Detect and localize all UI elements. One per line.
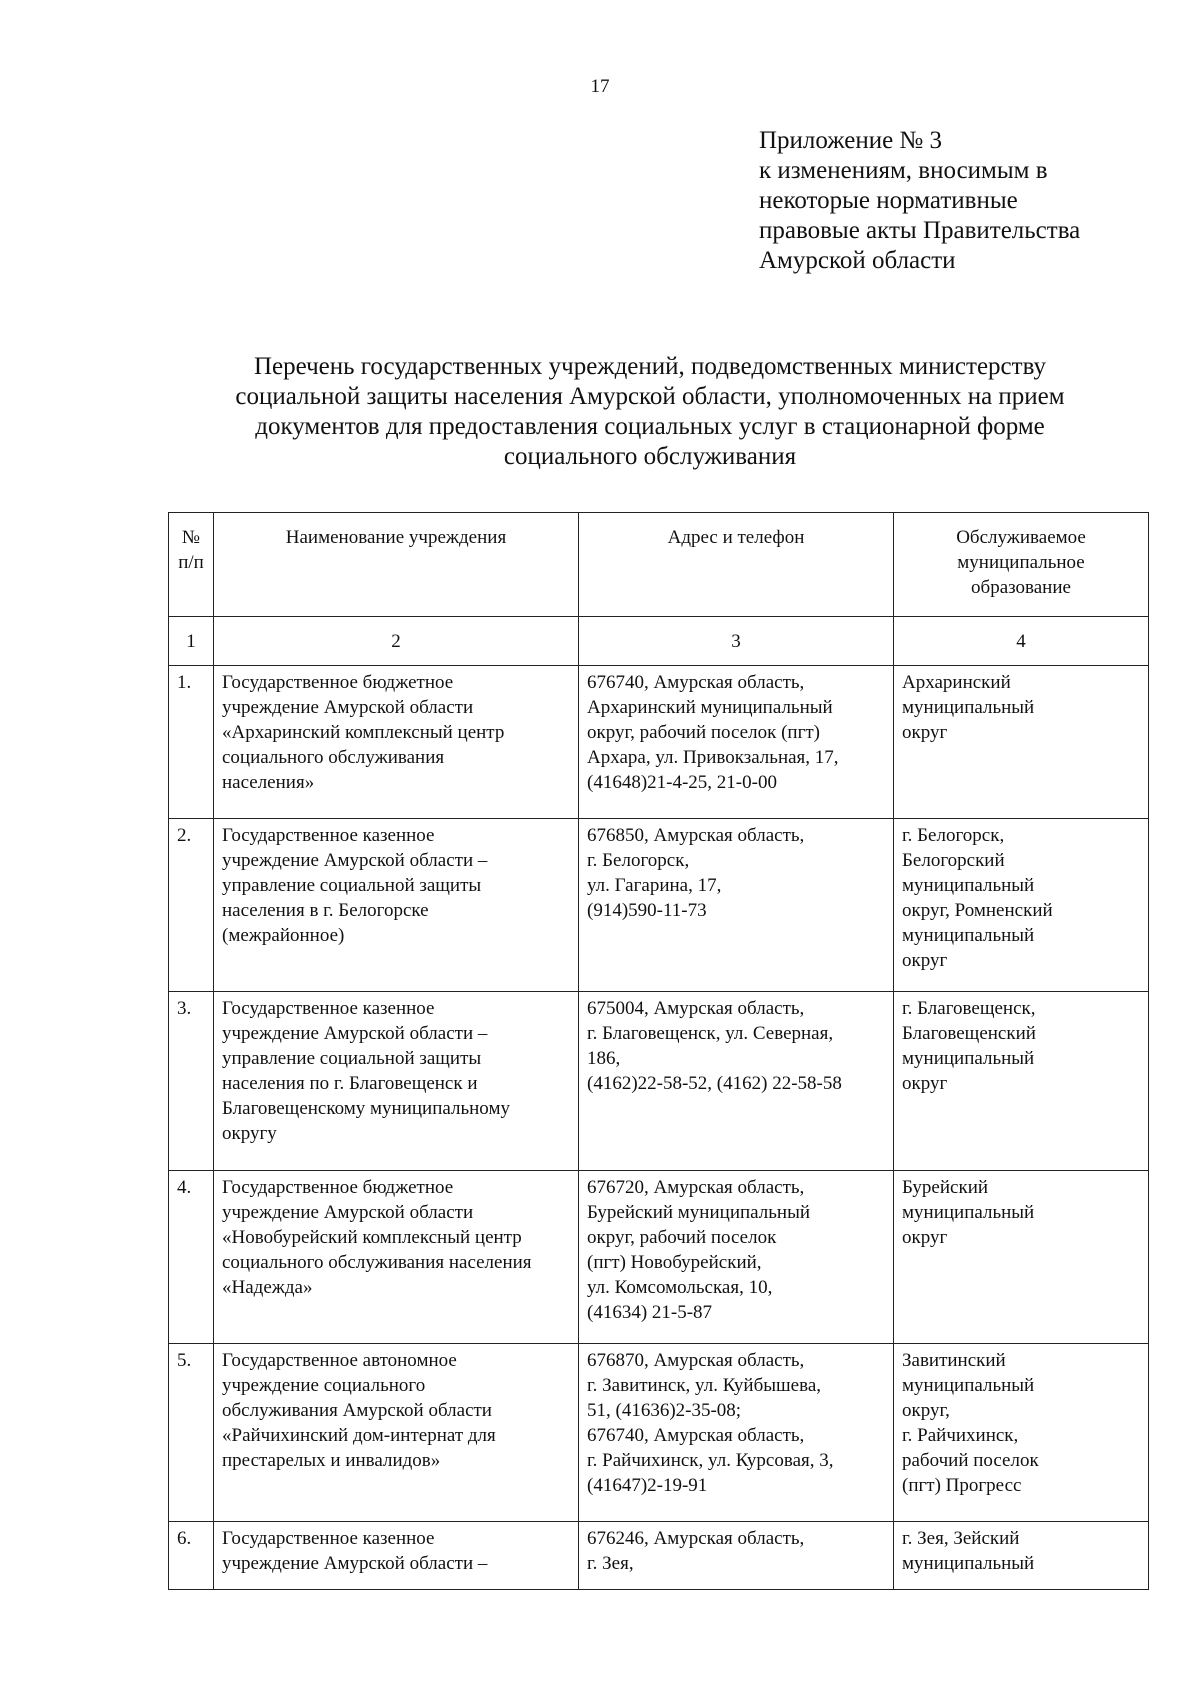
- cell-line: г. Зея,: [587, 1553, 634, 1574]
- cell-line: округу: [222, 1123, 277, 1144]
- document-title: [150, 352, 1150, 472]
- institution-name: [214, 1522, 579, 1590]
- cell-line: 186,: [587, 1048, 621, 1069]
- cell-line: муниципальный: [902, 1375, 1035, 1396]
- institution-address: [579, 666, 894, 819]
- column-number: 1: [169, 617, 214, 666]
- cell-line: Государственное бюджетное: [222, 1177, 454, 1198]
- cell-line: Государственное казенное: [222, 998, 435, 1019]
- cell-line: округ: [902, 1073, 948, 1094]
- cell-line: г. Зея, Зейский: [902, 1528, 1020, 1549]
- page-number: 17: [590, 76, 610, 97]
- cell-line: учреждение Амурской области: [222, 697, 474, 718]
- cell-line: г. Райчихинск, ул. Курсовая, 3,: [587, 1450, 834, 1471]
- cell-line: округ: [902, 950, 948, 971]
- cell-line: г. Благовещенск, ул. Северная,: [587, 1023, 834, 1044]
- cell-line: 676850, Амурская область,: [587, 825, 805, 846]
- cell-line: престарелых и инвалидов»: [222, 1450, 441, 1471]
- appendix-line: Приложение № 3: [759, 127, 943, 154]
- header-area-line: Обслуживаемое: [956, 527, 1086, 548]
- cell-line: Благовещенский: [902, 1023, 1036, 1044]
- cell-line: учреждение Амурской области –: [222, 850, 488, 871]
- cell-line: социального обслуживания: [222, 747, 445, 768]
- served-area: [894, 1171, 1149, 1344]
- header-num-line: №: [181, 527, 201, 548]
- served-area: [894, 819, 1149, 992]
- cell-line: социального обслуживания населения: [222, 1252, 532, 1273]
- cell-line: г. Благовещенск,: [902, 998, 1036, 1019]
- cell-line: Архаринский муниципальный: [587, 697, 833, 718]
- cell-line: учреждение социального: [222, 1375, 426, 1396]
- institution-name: [214, 819, 579, 992]
- cell-line: 676870, Амурская область,: [587, 1350, 805, 1371]
- header-address: [579, 513, 894, 617]
- served-area: [894, 992, 1149, 1171]
- cell-line: «Надежда»: [222, 1277, 313, 1298]
- table-row: [169, 992, 1149, 1171]
- table-row: [169, 819, 1149, 992]
- institution-address: [579, 1171, 894, 1344]
- cell-line: муниципальный: [902, 1202, 1035, 1223]
- cell-line: г. Завитинск, ул. Куйбышева,: [587, 1375, 822, 1396]
- cell-line: округ, рабочий поселок: [587, 1227, 777, 1248]
- cell-line: муниципальный: [902, 1048, 1035, 1069]
- header-area-line: образование: [971, 577, 1071, 598]
- cell-line: округ: [902, 722, 948, 743]
- cell-line: населения в г. Белогорске: [222, 900, 429, 921]
- table-row: [169, 1171, 1149, 1344]
- institution-name: [214, 992, 579, 1171]
- column-number: 2: [214, 617, 579, 666]
- cell-line: ул. Гагарина, 17,: [587, 875, 722, 896]
- served-area: [894, 1344, 1149, 1522]
- cell-line: (41647)2-19-91: [587, 1475, 708, 1496]
- header-address-line: Адрес и телефон: [667, 527, 805, 548]
- institution-address: [579, 1344, 894, 1522]
- header-num-line: п/п: [178, 552, 204, 573]
- cell-line: (41648)21-4-25, 21-0-00: [587, 772, 777, 793]
- appendix-line: некоторые нормативные: [759, 187, 1018, 214]
- table-row: [169, 1344, 1149, 1522]
- cell-line: «Новобурейский комплексный центр: [222, 1227, 522, 1248]
- title-line: социальной защиты населения Амурской области, уполномоченных на прием: [235, 383, 1065, 410]
- cell-line: Государственное казенное: [222, 825, 435, 846]
- cell-line: Государственное автономное: [222, 1350, 457, 1371]
- cell-line: (4162)22-58-52, (4162) 22-58-58: [587, 1073, 842, 1094]
- appendix-line: к изменениям, вносимым в: [759, 157, 1048, 184]
- cell-line: муниципальный: [902, 697, 1035, 718]
- cell-line: «Райчихинский дом-интернат для: [222, 1425, 496, 1446]
- cell-line: Архара, ул. Привокзальная, 17,: [587, 747, 839, 768]
- column-number: 3: [579, 617, 894, 666]
- title-line: социального обслуживания: [503, 443, 797, 470]
- cell-line: учреждение Амурской области –: [222, 1023, 488, 1044]
- cell-line: Благовещенскому муниципальному: [222, 1098, 510, 1119]
- cell-line: округ: [902, 1227, 948, 1248]
- cell-line: Завитинский: [902, 1350, 1006, 1371]
- cell-line: населения»: [222, 772, 315, 793]
- cell-line: г. Райчихинск,: [902, 1425, 1019, 1446]
- cell-line: (пгт) Новобурейский,: [587, 1252, 762, 1273]
- row-number: 2.: [169, 819, 214, 992]
- header-name-line: Наименование учреждения: [285, 527, 507, 548]
- row-number: 6.: [169, 1522, 214, 1590]
- cell-line: 51, (41636)2-35-08;: [587, 1400, 742, 1421]
- cell-line: Государственное казенное: [222, 1528, 435, 1549]
- cell-line: управление социальной защиты: [222, 875, 482, 896]
- cell-line: управление социальной защиты: [222, 1048, 482, 1069]
- cell-line: учреждение Амурской области –: [222, 1553, 488, 1574]
- cell-line: 676246, Амурская область,: [587, 1528, 805, 1549]
- cell-line: 675004, Амурская область,: [587, 998, 805, 1019]
- column-number-row: [169, 617, 1149, 666]
- appendix-note: [759, 126, 1179, 276]
- cell-line: 676720, Амурская область,: [587, 1177, 805, 1198]
- cell-line: (41634) 21-5-87: [587, 1302, 713, 1323]
- cell-line: г. Белогорск,: [902, 825, 1005, 846]
- institution-address: [579, 1522, 894, 1590]
- cell-line: 676740, Амурская область,: [587, 1425, 805, 1446]
- row-number: 4.: [169, 1171, 214, 1344]
- header-area-line: муниципальное: [957, 552, 1085, 573]
- institution-name: [214, 1344, 579, 1522]
- cell-line: рабочий поселок: [902, 1450, 1039, 1471]
- header-name: [214, 513, 579, 617]
- cell-line: округ, Ромненский: [902, 900, 1053, 921]
- title-line: Перечень государственных учреждений, подведомственных министерству: [253, 353, 1047, 380]
- cell-line: (межрайонное): [222, 925, 345, 946]
- cell-line: Бурейский: [902, 1177, 989, 1198]
- cell-line: (914)590-11-73: [587, 900, 707, 921]
- institution-name: [214, 1171, 579, 1344]
- table-row: [169, 1522, 1149, 1590]
- cell-line: округ, рабочий поселок (пгт): [587, 722, 821, 743]
- cell-line: Архаринский: [902, 672, 1011, 693]
- institution-name: [214, 666, 579, 819]
- cell-line: «Архаринский комплексный центр: [222, 722, 505, 743]
- table-row: [169, 666, 1149, 819]
- cell-line: Государственное бюджетное: [222, 672, 454, 693]
- institution-address: [579, 992, 894, 1171]
- cell-line: (пгт) Прогресс: [902, 1475, 1022, 1496]
- cell-line: Белогорский: [902, 850, 1005, 871]
- appendix-line: Амурской области: [759, 247, 956, 274]
- cell-line: Бурейский муниципальный: [587, 1202, 810, 1223]
- cell-line: муниципальный: [902, 875, 1035, 896]
- header-area: [894, 513, 1149, 617]
- column-number: 4: [894, 617, 1149, 666]
- cell-line: муниципальный: [902, 1553, 1035, 1574]
- table: [168, 512, 1149, 1590]
- cell-line: учреждение Амурской области: [222, 1202, 474, 1223]
- cell-line: 676740, Амурская область,: [587, 672, 805, 693]
- cell-line: населения по г. Благовещенск и: [222, 1073, 478, 1094]
- header-num: [169, 513, 214, 617]
- table-header-row: [169, 513, 1149, 617]
- cell-line: обслуживания Амурской области: [222, 1400, 492, 1421]
- cell-line: округ,: [902, 1400, 950, 1421]
- cell-line: муниципальный: [902, 925, 1035, 946]
- row-number: 3.: [169, 992, 214, 1171]
- row-number: 5.: [169, 1344, 214, 1522]
- cell-line: ул. Комсомольская, 10,: [587, 1277, 773, 1298]
- served-area: [894, 666, 1149, 819]
- title-line: документов для предоставления социальных услуг в стационарной форме: [255, 413, 1045, 440]
- cell-line: г. Белогорск,: [587, 850, 690, 871]
- institution-address: [579, 819, 894, 992]
- row-number: 1.: [169, 666, 214, 819]
- appendix-line: правовые акты Правительства: [759, 217, 1081, 244]
- served-area: [894, 1522, 1149, 1590]
- institutions-table: [168, 512, 1148, 1590]
